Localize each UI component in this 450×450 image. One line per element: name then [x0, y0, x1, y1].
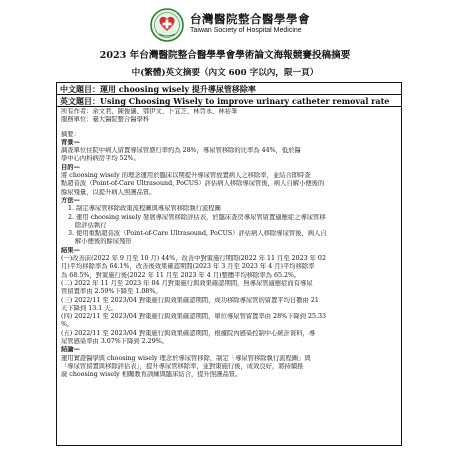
methods-item-cont: 解小便後的餘尿殘形 [75, 238, 132, 246]
results-line: (一)改善前(2022 年 9 月至 10 月) 44%，改善中對策施行期間(2022 年 11 月至 2023 年 02 [61, 255, 326, 263]
results-line: 為 68.5%，對策施行後(2022 年 11 月至 2023 年 4 月)整體平均移除率為 65.2%。 [61, 271, 301, 279]
abstract-label: 摘要： [61, 130, 80, 138]
page-title: 2023 年台灣醫院整合醫學學會學術論文海報競賽投稿摘要 [99, 50, 351, 61]
authors-line: 所有作者：余文君、陳俊儀、鄂伊文、卜宜芝、林晉永、林裕峯 [61, 108, 238, 115]
results-line: %。 [61, 321, 74, 329]
results-heading: 結果— [61, 246, 80, 254]
results-line: (二) 2022 年 11 月至 2023 年 04 月對策施行與效果確認期間，無導尿管適應症而有導尿 [61, 279, 313, 287]
org-name-en: Taiwan Society of Hospital Medicine [190, 27, 302, 34]
purpose-line: 將 choosing wisely 的理念運用於臨床以期提升導尿管放置病人之移除率，並結合即時查 [61, 172, 311, 180]
results-line: 尿管感染率由 3.07%下降到 2.29%。 [61, 338, 168, 346]
abstract-form-box [56, 82, 402, 446]
society-logo-icon [150, 8, 184, 42]
methods-item: 3. 使用重點超音波（Point-of-Care Ultrasound, PoCUS）評估病人移除導尿管後，病人自 [68, 230, 327, 238]
methods-item-cont: 除評估執行 [75, 221, 107, 229]
background-line: 學中心內科病房平均 52%。 [61, 155, 140, 163]
title-en-row: 英文題目：Using Choosing Wisely to improve urinary catheter removal rate [57, 95, 401, 107]
org-name-zh: 台灣醫院整合醫學學會 [190, 12, 310, 26]
results-line: (五) 2022/11 至 2023/04 對策施行與效果確認期間，根據院內感染控制中心統計資料，導 [61, 329, 316, 337]
abstract-body [57, 107, 401, 380]
society-header [150, 8, 390, 44]
affiliation-line: 服務單位：臺大醫院整合醫學科 [61, 116, 150, 124]
methods-item: 2. 運用 choosing wisely 發展導尿管移除評估表，於臨床查房導尿管留置適應症之導尿管移 [68, 213, 326, 221]
conclusion-line: 運用實證醫學與 choosing wisely 理念於導尿管移除，制定「導尿管移除執行流程圖」與 [61, 354, 311, 362]
purpose-line: 點超音波（Point-of-Care Ultrasound, PoCUS）評估病人移除導尿管後，病人自解小便後的 [61, 180, 325, 188]
background-line: 調查單位住院中病人留置導尿管盛行率約為 28%，導尿管移除的比率為 44%，低於醫 [61, 147, 301, 155]
results-line: 天下降到 13.1 天。 [61, 304, 117, 312]
conclusion-heading: 結論— [61, 346, 80, 354]
results-line: (四) 2022/11 至 2023/04 對策施行與效果確認期間，單位導尿管留置率由 28%下降到 25.33 [61, 313, 326, 321]
methods-heading: 方法— [61, 196, 80, 204]
results-line: 管留置率由 2.59%下降至 1.08%。 [61, 288, 162, 296]
title-zh-row: 中文題目：運用 choosing wisely 提升導尿管移除率 [57, 83, 401, 95]
purpose-heading: 目的— [61, 163, 80, 171]
conclusion-line: 「導尿管留置與移除評估表」，提升導尿管移除率，並對策施行後，成效良好，將持續推 [61, 362, 304, 370]
results-line: (三) 2022/11 至 2023/04 對策施行與效果確認期間，成功移除導尿管的留置平均日數由 21 [61, 296, 319, 304]
page-subtitle: 中(繁體)英文摘要（內文 600 字以內，限一頁） [131, 68, 319, 78]
conclusion-line: 廣 choosing wisely 相關教育訓練與臨床結合，提升照護品質。 [61, 371, 242, 379]
purpose-line: 餘尿殘量，以提升病人照護品質。 [61, 188, 156, 196]
background-heading: 背景— [61, 138, 80, 146]
results-line: 月)平均移除率為 64.1%，改善後效果確認期間(2023 年 3 月至 2023 年 4 月)平均移除率 [61, 263, 315, 271]
methods-item: 1. 制定導尿管移除政策流程圖與導尿管移除執行流程圖 [68, 205, 221, 213]
